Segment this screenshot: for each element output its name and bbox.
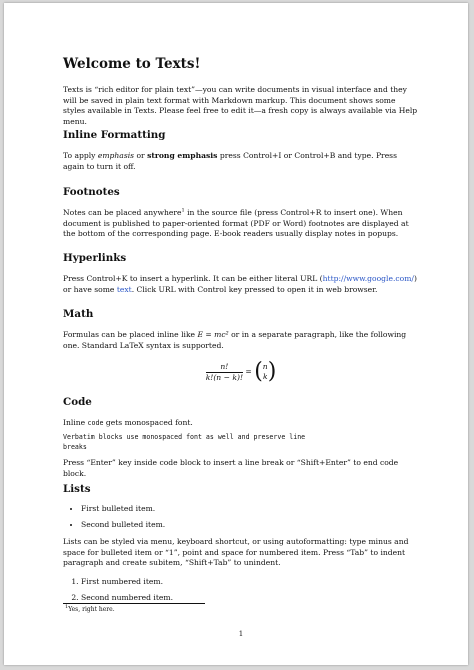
list-item: 1. First numbered item. [81,574,173,590]
footnote-text: Yes, right here. [68,606,115,613]
equation-fraction [206,362,243,383]
heading-math: Math [63,308,94,320]
inline-text-3: press Control+I or Control+B and type. Press again to turn it off. [63,151,397,171]
footnote [65,606,115,614]
heading-footnotes: Footnotes [63,186,120,198]
heading-code: Code [63,396,92,408]
intro-paragraph: Texts is “rich editor for plain text”—you can write documents in visual interface and they will be saved in plain text format with Markdown markup. This document shows some styles available in Texts. Please feel free to edit it—a fresh copy is always available via Help menu. [63,85,418,126]
list-item: • Second bulleted item. [81,517,165,533]
hyperlinks-paragraph [63,274,419,295]
footnote-text-marker: 1 [65,604,69,610]
math-paragraph [63,330,419,351]
hyperlinks-text-2: ) or have some [63,274,417,294]
heading-lists: Lists [63,483,91,495]
heading-inline-formatting: Inline Formatting [63,129,166,141]
footnote-separator [63,603,205,604]
footnotes-text-1: Notes can be placed anywhere [63,208,182,217]
document-title: Welcome to Texts! [63,56,201,72]
footnotes-paragraph [63,208,419,240]
math-text-1: Formulas can be placed inline like [63,330,198,339]
heading-hyperlinks: Hyperlinks [63,252,127,264]
math-text-2: or in a separate paragraph, like the following one. Standard LaTeX syntax is supported. [63,330,407,350]
document-page [4,3,468,665]
code-paragraph [63,418,419,429]
strong-sample: strong emphasis [147,151,218,160]
code-paragraph-2: Press “Enter” key inside code block to insert a line break or “Shift+Enter” to end code block. [63,458,399,478]
fraction-numerator: n! [206,362,243,373]
hyperlinks-text-3: . Click URL with Control key pressed to open it in web browser. [131,284,378,294]
google-url-link[interactable]: http://www.google.com/ [322,274,414,283]
inline-formatting-paragraph [63,151,419,172]
code-text-2: gets monospaced font. [103,418,193,427]
footnotes-text-2: in the source file (press Control+R to insert one). When document is published to paper-oriented format (PDF or Word) footnotes are displayed at the bottom of the corresponding page. E-book readers usually display notes in popups. [63,208,409,239]
code-text-1: Inline [63,418,88,427]
lists-paragraph: Lists can be styled via menu, keyboard shortcut, or using autoformatting: type minus and space for bulleted item or “1”, point and space for numbered item. Press “Tab” to indent paragraph and create subitem, “Shift+Tab” to unindent. [63,537,409,568]
page-number: 1 [238,630,244,638]
inline-formula: E = mc² [197,330,229,339]
binom-right-paren: ) [267,359,277,384]
binom-left-paren: ( [254,359,263,384]
text-link[interactable]: text [116,284,132,294]
bulleted-list [63,501,165,532]
inline-code-sample: code [87,419,104,427]
code-block-line: breaks [63,443,87,451]
fraction-denominator: k!(n − k)! [205,372,243,382]
inline-text-1: To apply [63,151,98,160]
list-item: • First bulleted item. [81,501,165,517]
code-block [63,432,419,452]
display-equation [63,361,419,383]
inline-text-2: or [134,151,148,160]
equals-sign: = [243,367,255,376]
numbered-list [63,574,173,605]
hyperlinks-text-1: Press Control+K to insert a hyperlink. It can be either literal URL ( [63,274,323,283]
binom-bottom: k [262,372,268,381]
footnote-marker[interactable]: 1 [181,207,185,214]
code-block-line: Verbatim blocks use monospaced font as well and preserve line [63,433,306,441]
emphasis-sample: emphasis [97,151,135,160]
binom-top: n [262,362,268,371]
list-item: 2. Second numbered item. [81,590,173,606]
